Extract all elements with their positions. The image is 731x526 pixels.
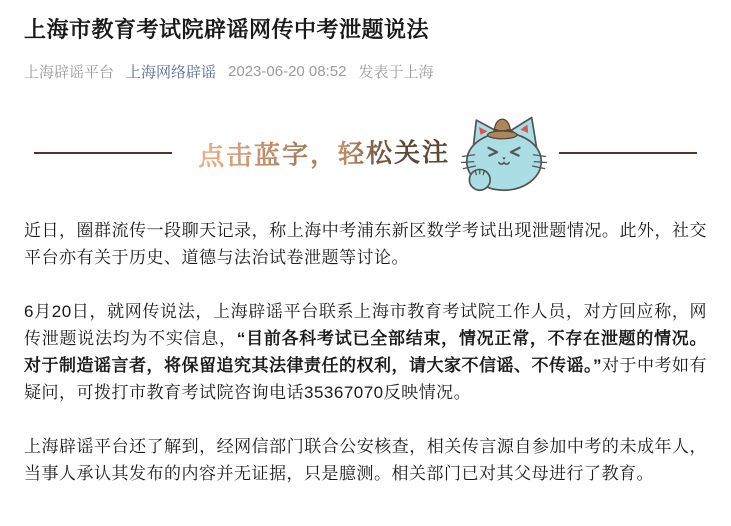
paragraph-3-text: 上海辟谣平台还了解到，经网信部门联合公安核查，相关传言源自参加中考的未成年人，当事人承认其发布的内容并无证据，只是臆测。相关部门已对其父母进行了教育。 <box>24 436 707 483</box>
author-name: 上海辟谣平台 <box>24 63 115 81</box>
paragraph-1-text: 近日，圈群流传一段聊天记录，称上海中考浦东新区数学考试出现泄题情况。此外，社交平台亦有关于历史、道德与法治试卷泄题等讨论。 <box>24 220 707 267</box>
paragraph-2-official-quote: “目前各科考试已全部结束，情况正常，不存在泄题的情况。对于制造谣言者，将保留追究其法律责任的权利，请大家不信谣、不传谣。” <box>24 328 708 375</box>
account-link[interactable]: 上海网络辟谣 <box>126 63 217 81</box>
banner-text: 点击蓝字，轻松关注 <box>198 132 451 173</box>
paragraph-2-lead: 6月20日，就网传说法，上海辟谣平台联系上海市教育考试院工作人员，对方回应称，网传泄题说法均为不实信息， <box>24 301 707 348</box>
publish-location: 发表于上海 <box>358 63 434 81</box>
paragraph-1 <box>24 217 707 271</box>
article-body <box>24 217 707 487</box>
publish-time: 2023-06-20 08:52 <box>228 62 347 80</box>
article-title: 上海市教育考试院辟谣网传中考泄题说法 <box>24 17 430 42</box>
divider-line-left <box>34 152 172 154</box>
article-meta <box>24 61 707 82</box>
paragraph-3 <box>24 433 707 487</box>
divider-line-right <box>559 152 697 154</box>
detective-cat-icon <box>459 111 549 195</box>
paragraph-2-tail: 对于中考如有疑问，可拨打市教育考试院咨询电话35367070反映情况。 <box>24 355 707 402</box>
follow-banner <box>24 108 707 198</box>
paragraph-2 <box>24 298 707 406</box>
